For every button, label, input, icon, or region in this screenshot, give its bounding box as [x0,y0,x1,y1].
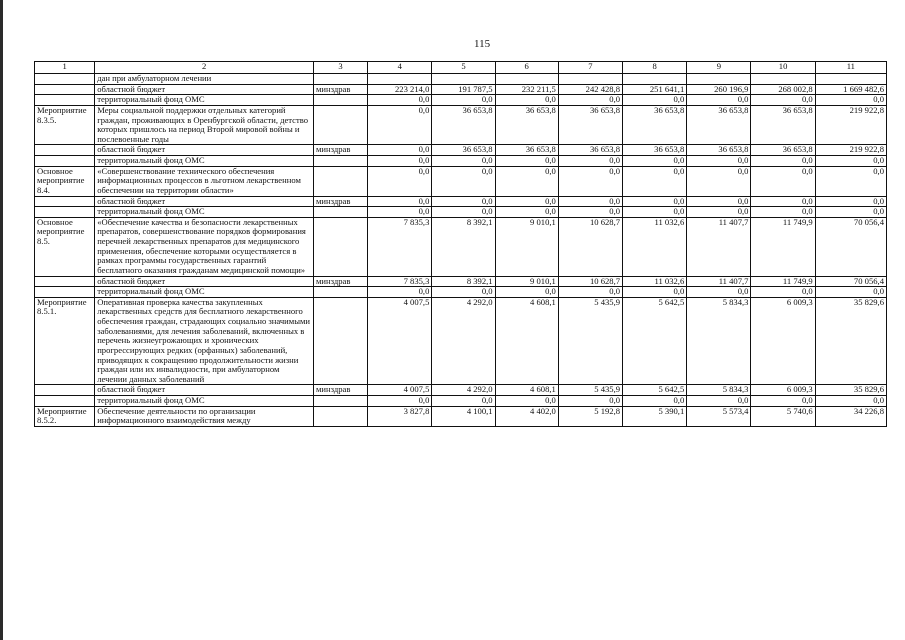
column-number: 6 [495,62,558,74]
executor-cell [313,74,367,85]
column-number: 4 [368,62,432,74]
amount-cell: 0,0 [751,95,815,106]
amount-cell: 11 032,6 [623,276,687,287]
amount-cell [432,74,495,85]
measure-name-cell: территориальный фонд ОМС [95,396,314,407]
measure-name-cell: областной бюджет [95,276,314,287]
amount-cell: 0,0 [495,396,558,407]
amount-cell: 4 402,0 [495,406,558,426]
budget-table [34,61,887,427]
amount-cell: 5 642,5 [623,385,687,396]
amount-cell: 0,0 [432,287,495,298]
amount-cell: 0,0 [558,287,622,298]
amount-cell: 219 922,8 [815,105,886,145]
amount-cell: 4 007,5 [368,297,432,385]
amount-cell: 0,0 [751,207,815,218]
measure-code-cell: Основное мероприятие 8.5. [35,217,95,276]
executor-cell: минздрав [313,145,367,156]
amount-cell: 10 628,7 [558,276,622,287]
amount-cell: 0,0 [432,396,495,407]
amount-cell: 8 392,1 [432,276,495,287]
column-number: 5 [432,62,495,74]
amount-cell: 6 009,3 [751,297,815,385]
amount-cell: 0,0 [558,156,622,167]
table-row [35,207,887,218]
amount-cell: 0,0 [623,95,687,106]
measure-code-cell [35,156,95,167]
measure-code-cell [35,287,95,298]
amount-cell: 0,0 [751,287,815,298]
amount-cell: 0,0 [495,156,558,167]
table-row [35,217,887,276]
amount-cell: 11 407,7 [687,276,751,287]
amount-cell: 5 834,3 [687,297,751,385]
measure-name-cell: «Обеспечение качества и безопасности лекарственных препаратов, совершенствование порядков формирования перечней лекарственных препаратов для медицинского применения, обеспечение которыми осуществляется в рамках программы государственных гарантий бесплатного оказания гражданам медицинской помощи» [95,217,314,276]
amount-cell: 36 653,8 [432,105,495,145]
amount-cell: 223 214,0 [368,84,432,95]
amount-cell: 0,0 [815,396,886,407]
amount-cell: 5 740,6 [751,406,815,426]
column-number: 10 [751,62,815,74]
measure-name-cell: территориальный фонд ОМС [95,95,314,106]
amount-cell: 8 392,1 [432,217,495,276]
amount-cell: 0,0 [815,196,886,207]
measure-code-cell [35,196,95,207]
amount-cell: 0,0 [815,166,886,196]
amount-cell: 1 669 482,6 [815,84,886,95]
amount-cell: 191 787,5 [432,84,495,95]
amount-cell: 268 002,8 [751,84,815,95]
amount-cell: 0,0 [623,196,687,207]
table-row [35,95,887,106]
column-number-row [35,62,887,74]
amount-cell: 36 653,8 [432,145,495,156]
amount-cell: 4 100,1 [432,406,495,426]
table-row [35,297,887,385]
table-row [35,287,887,298]
amount-cell: 0,0 [751,196,815,207]
amount-cell [751,74,815,85]
amount-cell: 0,0 [432,156,495,167]
measure-name-cell: Оперативная проверка качества закупленных лекарственных средств для бесплатного лекарственного обеспечения граждан, страдающих социально значимыми заболеваниями, для лечения заболеваний, включенных в перечень жизнеугрожающих и хронических прогрессирующих редких (орфанных) заболеваний, приводящих к сокращению продолжительности жизни граждан или их инвалидности, при амбулаторном лечении данных заболеваний [95,297,314,385]
amount-cell: 0,0 [687,396,751,407]
executor-cell: минздрав [313,196,367,207]
amount-cell [815,74,886,85]
amount-cell: 219 922,8 [815,145,886,156]
amount-cell: 0,0 [687,196,751,207]
executor-cell [313,396,367,407]
amount-cell: 4 292,0 [432,385,495,396]
amount-cell: 0,0 [815,287,886,298]
measure-name-cell: областной бюджет [95,145,314,156]
executor-cell [313,166,367,196]
amount-cell: 7 835,3 [368,217,432,276]
table-row [35,385,887,396]
executor-cell [313,95,367,106]
amount-cell: 5 390,1 [623,406,687,426]
measure-code-cell [35,207,95,218]
amount-cell [687,74,751,85]
amount-cell: 0,0 [432,166,495,196]
executor-cell [313,207,367,218]
measure-code-cell [35,276,95,287]
amount-cell: 35 829,6 [815,297,886,385]
amount-cell: 3 827,8 [368,406,432,426]
amount-cell: 0,0 [687,207,751,218]
table-row [35,145,887,156]
amount-cell: 11 749,9 [751,217,815,276]
amount-cell: 0,0 [432,196,495,207]
amount-cell: 11 407,7 [687,217,751,276]
measure-name-cell: Меры социальной поддержки отдельных категорий граждан, проживающих в Оренбургской области, детство которых пришлось на период Второй мировой войны и послевоенные годы [95,105,314,145]
executor-cell [313,406,367,426]
table-row [35,156,887,167]
table-row [35,406,887,426]
amount-cell: 4 608,1 [495,385,558,396]
amount-cell: 0,0 [558,207,622,218]
amount-cell: 260 196,9 [687,84,751,95]
amount-cell: 11 032,6 [623,217,687,276]
amount-cell: 0,0 [368,95,432,106]
measure-name-cell: территориальный фонд ОМС [95,287,314,298]
measure-code-cell [35,396,95,407]
table-row [35,396,887,407]
amount-cell: 0,0 [432,207,495,218]
measure-code-cell [35,74,95,85]
table-row [35,84,887,95]
amount-cell: 0,0 [687,156,751,167]
amount-cell: 36 653,8 [751,145,815,156]
amount-cell [623,74,687,85]
table-row [35,276,887,287]
measure-name-cell: областной бюджет [95,84,314,95]
column-number: 8 [623,62,687,74]
amount-cell: 0,0 [495,95,558,106]
amount-cell: 0,0 [623,166,687,196]
table-row [35,74,887,85]
column-number: 9 [687,62,751,74]
measure-code-cell [35,145,95,156]
measure-name-cell: территориальный фонд ОМС [95,207,314,218]
amount-cell: 0,0 [368,105,432,145]
measure-code-cell: Мероприятие 8.3.5. [35,105,95,145]
table-row [35,196,887,207]
measure-name-cell: Обеспечение деятельности по организации информационного взаимодействия между [95,406,314,426]
amount-cell: 0,0 [368,196,432,207]
amount-cell: 0,0 [623,287,687,298]
amount-cell: 5 435,9 [558,297,622,385]
amount-cell: 242 428,8 [558,84,622,95]
column-number: 3 [313,62,367,74]
table-row [35,166,887,196]
amount-cell: 0,0 [368,166,432,196]
amount-cell: 36 653,8 [495,105,558,145]
amount-cell: 9 010,1 [495,217,558,276]
amount-cell: 70 056,4 [815,276,886,287]
amount-cell: 4 007,5 [368,385,432,396]
measure-code-cell: Мероприятие 8.5.2. [35,406,95,426]
amount-cell: 36 653,8 [687,145,751,156]
amount-cell: 36 653,8 [687,105,751,145]
measure-code-cell [35,385,95,396]
amount-cell: 36 653,8 [558,145,622,156]
amount-cell: 0,0 [368,396,432,407]
amount-cell: 0,0 [368,207,432,218]
amount-cell: 0,0 [495,196,558,207]
amount-cell: 0,0 [687,287,751,298]
amount-cell: 0,0 [687,95,751,106]
amount-cell: 5 573,4 [687,406,751,426]
measure-code-cell: Мероприятие 8.5.1. [35,297,95,385]
amount-cell: 0,0 [558,396,622,407]
amount-cell: 11 749,9 [751,276,815,287]
amount-cell: 0,0 [623,396,687,407]
amount-cell: 36 653,8 [558,105,622,145]
amount-cell: 5 642,5 [623,297,687,385]
amount-cell: 4 608,1 [495,297,558,385]
amount-cell: 0,0 [815,156,886,167]
executor-cell: минздрав [313,276,367,287]
amount-cell: 36 653,8 [751,105,815,145]
amount-cell: 0,0 [495,166,558,196]
amount-cell: 35 829,6 [815,385,886,396]
amount-cell: 232 211,5 [495,84,558,95]
amount-cell: 0,0 [751,156,815,167]
amount-cell [495,74,558,85]
measure-name-cell: областной бюджет [95,385,314,396]
amount-cell: 0,0 [558,166,622,196]
page-number: 115 [474,38,491,50]
executor-cell [313,297,367,385]
scan-left-edge [0,0,3,640]
measure-name-cell: дан при амбулаторном лечении [95,74,314,85]
amount-cell: 9 010,1 [495,276,558,287]
amount-cell: 0,0 [368,156,432,167]
amount-cell [368,74,432,85]
amount-cell: 0,0 [558,95,622,106]
amount-cell: 70 056,4 [815,217,886,276]
amount-cell: 0,0 [558,196,622,207]
amount-cell: 5 192,8 [558,406,622,426]
amount-cell: 0,0 [432,95,495,106]
amount-cell: 36 653,8 [623,105,687,145]
amount-cell: 34 226,8 [815,406,886,426]
amount-cell: 0,0 [368,287,432,298]
amount-cell: 0,0 [687,166,751,196]
amount-cell: 0,0 [368,145,432,156]
measure-name-cell: областной бюджет [95,196,314,207]
amount-cell: 251 641,1 [623,84,687,95]
measure-name-cell: территориальный фонд ОМС [95,156,314,167]
executor-cell [313,217,367,276]
executor-cell [313,156,367,167]
measure-code-cell [35,95,95,106]
amount-cell: 6 009,3 [751,385,815,396]
amount-cell: 36 653,8 [495,145,558,156]
table-row [35,105,887,145]
column-number: 1 [35,62,95,74]
executor-cell: минздрав [313,385,367,396]
amount-cell: 0,0 [495,207,558,218]
executor-cell [313,105,367,145]
amount-cell: 10 628,7 [558,217,622,276]
amount-cell: 4 292,0 [432,297,495,385]
measure-code-cell [35,84,95,95]
amount-cell [558,74,622,85]
amount-cell: 0,0 [815,207,886,218]
measure-code-cell: Основное мероприятие 8.4. [35,166,95,196]
amount-cell: 0,0 [751,396,815,407]
column-number: 11 [815,62,886,74]
amount-cell: 0,0 [751,166,815,196]
amount-cell: 7 835,3 [368,276,432,287]
executor-cell [313,287,367,298]
column-number: 2 [95,62,314,74]
column-number: 7 [558,62,622,74]
amount-cell: 0,0 [815,95,886,106]
amount-cell: 0,0 [623,156,687,167]
executor-cell: минздрав [313,84,367,95]
amount-cell: 5 435,9 [558,385,622,396]
amount-cell: 0,0 [623,207,687,218]
amount-cell: 36 653,8 [623,145,687,156]
amount-cell: 5 834,3 [687,385,751,396]
amount-cell: 0,0 [495,287,558,298]
measure-name-cell: «Совершенствование технического обеспечения информационных процессов в льготном лекарственном обеспечении на территории области» [95,166,314,196]
